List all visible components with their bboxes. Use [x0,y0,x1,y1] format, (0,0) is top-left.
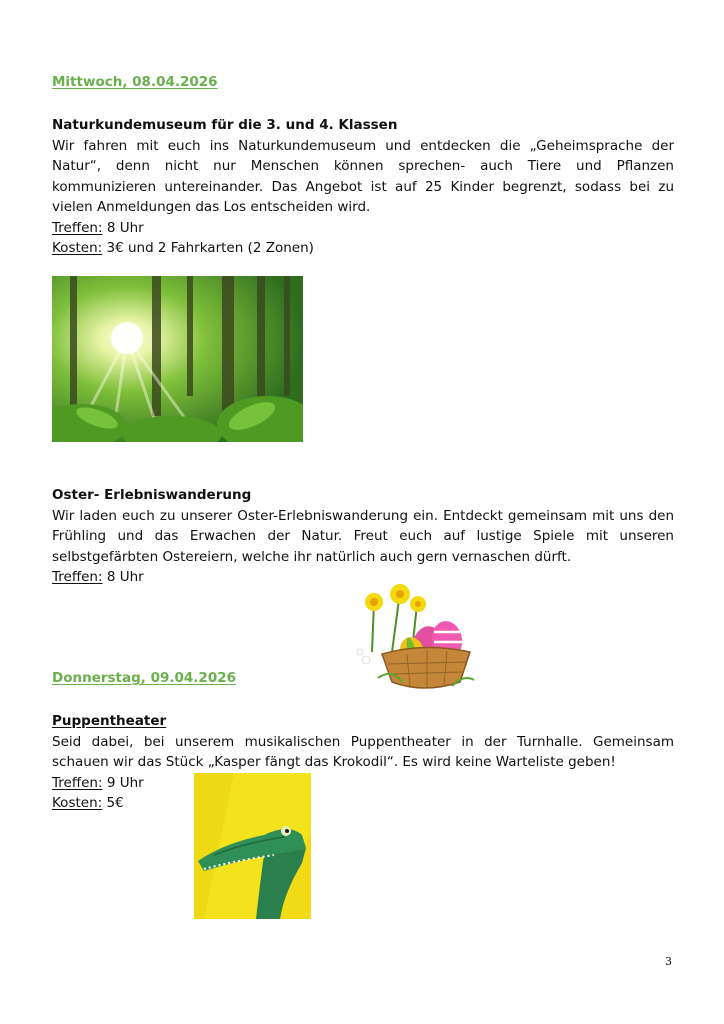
event-title: Naturkundemuseum für die 3. und 4. Klassen [52,117,398,133]
meet-label: Treffen: [52,219,103,236]
cost-value: 3€ und 2 Fahrkarten (2 Zonen) [106,240,314,256]
day-heading-thursday: Donnerstag, 09.04.2026 [52,670,237,686]
event-naturkundemuseum [52,115,674,259]
cost-label: Kosten: [52,795,103,811]
cost-line [52,793,674,814]
cost-value: 5€ [106,795,124,811]
meet-label: Treffen: [52,774,103,791]
event-description: Wir fahren mit euch ins Naturkundemuseum und entdecken die „Geheimsprache der Natur“, denn nicht nur Menschen können sprechen- auch Tiere und Pflanzen kommunizieren untereinander. Das Angebot ist auf 25 Kinder begrenzt, sodass bei zu vielen Anmeldungen das Los entscheiden wird. [52,137,674,215]
event-puppentheater [52,711,674,814]
meet-value: 8 Uhr [106,219,144,236]
page-number: 3 [665,955,672,968]
meet-value: 8 Uhr [106,569,144,585]
cost-label: Kosten: [52,240,103,256]
meet-value: 9 Uhr [106,774,144,791]
meet-line [52,218,674,239]
event-oster-erlebniswanderung [52,485,674,588]
crocodile-puppet-image [194,773,311,919]
easter-basket-image [352,582,476,694]
event-title: Puppentheater [52,713,167,729]
day-heading-wednesday: Mittwoch, 08.04.2026 [52,74,218,90]
meet-line [52,773,674,794]
meet-label: Treffen: [52,569,103,585]
event-title: Oster- Erlebniswanderung [52,487,252,503]
event-description: Seid dabei, bei unserem musikalischen Puppentheater in der Turnhalle. Gemeinsam schauen wir das Stück „Kasper fängt das Krokodil“. Es wird keine Warteliste geben! [52,733,674,770]
forest-image [52,276,303,442]
cost-line [52,238,674,259]
event-description: Wir laden euch zu unserer Oster-Erlebniswanderung ein. Entdeckt gemeinsam mit uns den Frühling und das Erwachen der Natur. Freut euch auf lustige Spiele mit unseren selbstgefärbten Ostereiern, welche ihr natürlich auch gern vernaschen dürft. [52,507,674,565]
